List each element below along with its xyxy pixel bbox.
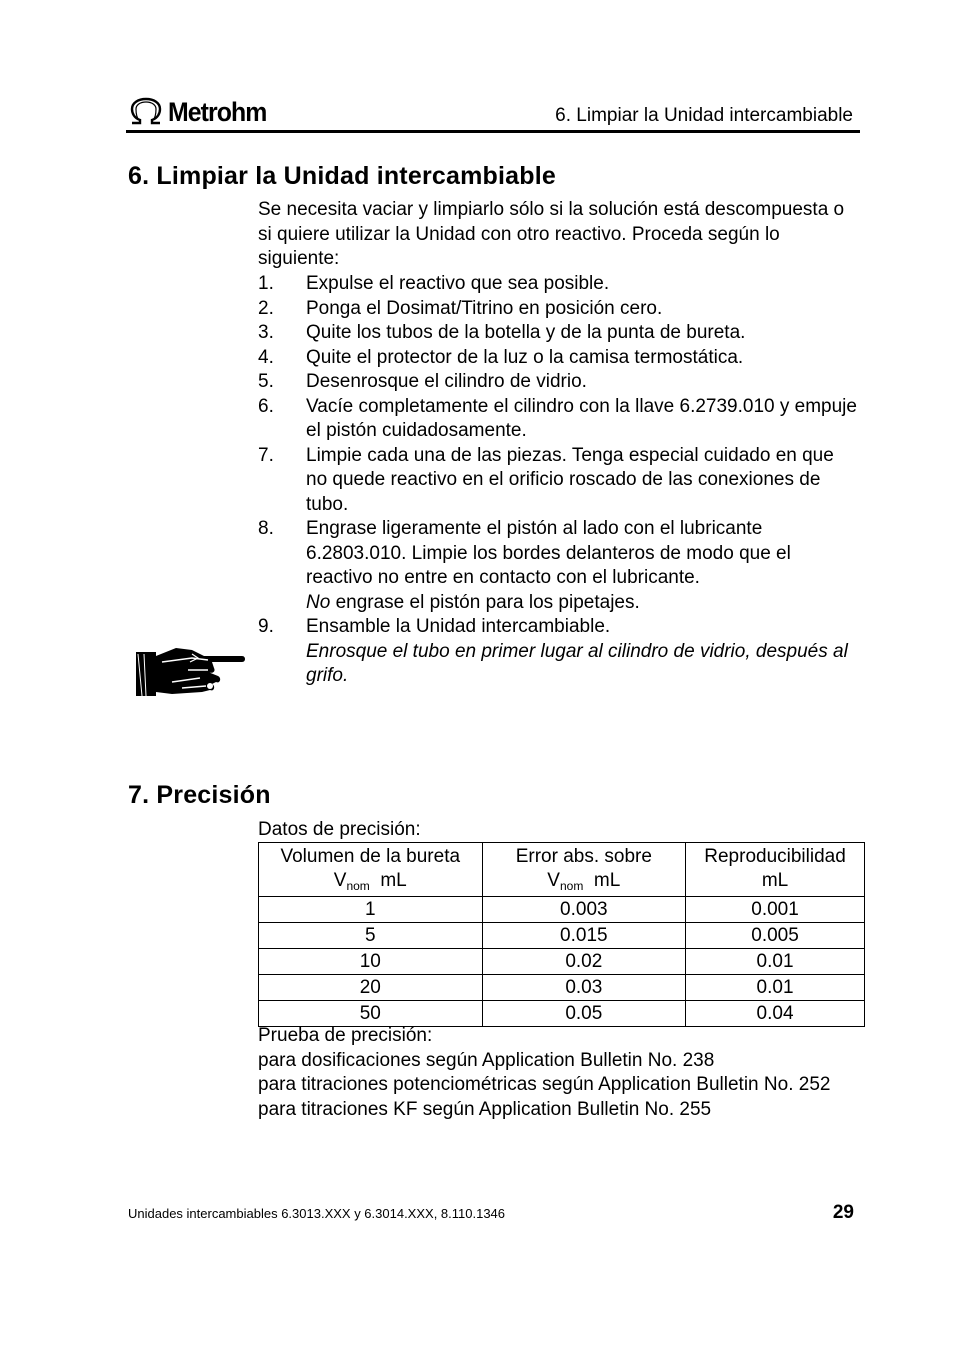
precision-test-line: para titraciones KF según Application Bulletin No. 255 [258, 1098, 712, 1120]
pointing-hand-icon [132, 642, 248, 700]
table-cell: 20 [259, 975, 483, 1001]
list-item [258, 346, 858, 371]
step-text: Ensamble la Unidad intercambiable. [306, 616, 611, 637]
omega-logo-icon [128, 97, 164, 127]
table-cell: 0.003 [482, 897, 686, 923]
section-6-heading: 6. Limpiar la Unidad intercambiable [128, 162, 556, 190]
table-cell: 0.03 [482, 975, 686, 1001]
table-row [259, 949, 865, 975]
precision-test-line: para titraciones potenciométricas según Application Bulletin No. 252 [258, 1074, 831, 1095]
table-cell: 10 [259, 949, 483, 975]
step-text: Limpie cada una de las piezas. Tenga especial cuidado en que no quede reactivo en el orificio roscado de las conexiones de tubo. [306, 444, 834, 515]
step-text: Ponga el Dosimat/Titrino en posición cero. [306, 297, 663, 319]
table-cell: 0.01 [686, 949, 865, 975]
step-text: Quite el protector de la luz o la camisa termostática. [306, 346, 744, 368]
step-number: 2. [258, 297, 274, 319]
list-item [258, 370, 858, 395]
table-header-row [259, 843, 865, 897]
brand-name: Metrohm [168, 96, 267, 127]
column-header: Reproducibilidad mL [686, 843, 865, 897]
table-cell: 50 [259, 1001, 483, 1027]
table-row [259, 923, 865, 949]
step-number: 1. [258, 273, 274, 294]
precision-test-label: Prueba de precisión: [258, 1025, 433, 1046]
list-item [258, 395, 858, 444]
step-text: Expulse el reactivo que sea posible. [306, 273, 610, 294]
table-row [259, 897, 865, 923]
step-number: 7. [258, 444, 274, 466]
precision-table-label: Datos de precisión: [258, 819, 421, 840]
brand-logo [128, 96, 275, 128]
table-cell: 0.04 [686, 1001, 865, 1027]
list-item [258, 297, 858, 322]
table-cell: 1 [259, 897, 483, 923]
list-item [258, 272, 858, 297]
step-text: Quite los tubos de la botella y de la punta de bureta. [306, 322, 746, 343]
footer-document-title: Unidades intercambiables 6.3013.XXX y 6.3014.XXX, 8.110.1346 [128, 1206, 506, 1221]
table-row [259, 975, 865, 1001]
step-number: 8. [258, 518, 274, 539]
step-number: 6. [258, 395, 274, 417]
cleaning-steps-list [258, 272, 858, 689]
table-cell: 0.02 [482, 949, 686, 975]
step-text: Engrase ligeramente el pistón al lado con el lubricante 6.2803.010. Limpie los bordes delanteros de modo que el reactivo no entre en contacto con el lubricante. [306, 518, 791, 588]
page-number: 29 [832, 1202, 854, 1223]
step-content [306, 615, 858, 689]
precision-tests [258, 1024, 858, 1122]
table-cell: 0.015 [482, 923, 686, 949]
step-number: 5. [258, 371, 274, 392]
list-item [258, 321, 858, 346]
step-number: 4. [258, 346, 274, 368]
step-note-italic: Enrosque el tubo en primer lugar al cilindro de vidrio, después al grifo. [306, 640, 848, 686]
list-item [258, 615, 858, 689]
table-cell: 5 [259, 923, 483, 949]
table-cell: 0.001 [686, 897, 865, 923]
step-number: 3. [258, 322, 274, 343]
header-divider [126, 130, 860, 133]
precision-table [258, 842, 865, 1027]
table-row [259, 1001, 865, 1027]
step-text: Vacíe completamente el cilindro con la llave 6.2739.010 y empuje el pistón cuidadosamente. [306, 395, 857, 441]
list-item [258, 444, 858, 518]
running-header-title: 6. Limpiar la Unidad intercambiable [555, 105, 853, 126]
section-6-intro: Se necesita vaciar y limpiarlo sólo si la solución está descompuesta o si quiere utilizar la Unidad con otro reactivo. Proceda según lo siguiente: [258, 199, 845, 269]
table-cell: 0.005 [686, 923, 865, 949]
table-cell: 0.01 [686, 975, 865, 1001]
step-note-text: engrase el pistón para los pipetajes. [330, 591, 640, 613]
section-7-heading: 7. Precisión [128, 781, 271, 809]
table-cell: 0.05 [482, 1001, 686, 1027]
step-number: 9. [258, 616, 274, 637]
step-text: Desenrosque el cilindro de vidrio. [306, 371, 587, 392]
step-content [306, 517, 858, 615]
step-note-emphasis: No [306, 591, 331, 613]
column-header: Error abs. sobre $V_{nom}$ mL [482, 843, 686, 897]
precision-test-line: para dosificaciones según Application Bulletin No. 238 [258, 1049, 715, 1071]
list-item [258, 517, 858, 615]
column-header: Volumen de la bureta $V_{nom}$ mL [259, 843, 483, 897]
